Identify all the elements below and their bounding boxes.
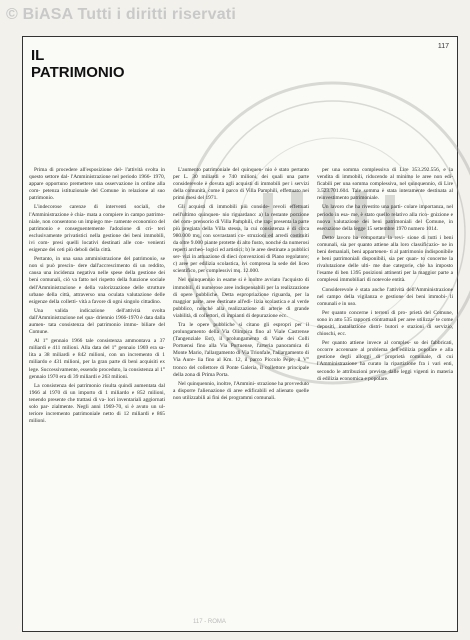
bottom-stamp: 117 - ROMA xyxy=(193,619,226,625)
paragraph: L'aumento patrimoniale del quinquen- nio è stato pertanto per L. 30 miliardi e 740 milioni, dei quali una parte considerevole è dovuta agli acquisti di immobili per i servizi della comunità, come il parco di Villa Pamphili, effettuato nei primi mesi del 1971. xyxy=(173,167,309,202)
title-line-2: PATRIMONIO xyxy=(31,64,125,81)
paragraph: Detto lavoro ha comportato la revi- sione di tutti i beni comunali, sia per quanto attiene alla loro classificazio- ne in beni demaniali, beni appartenen- ti al patrimonio indisponibile e beni patrimoniali disponibili, sia per quan- to concerne la rivalutazione delle ulti- me due categorie, che ha imposto l'esame di ben 1395 posizioni attinenti per la maggior parte a complessi immobiliari di notevole entità. xyxy=(317,234,453,284)
paragraph: L'indecorose carenze di interventi sociali, che l'Amministrazione è chia- mata a compiere in campo patrimo- niale, non consentono un impiego me- ramente economico del patrimonio e conseguentemente l'adozione di cri- teri esclusivamente privatistici nella gestione dei beni immobili, ivi com- presi quelli locativi destinati alle con- venienti esigenze dei ceti più deboli della città. xyxy=(29,204,165,254)
page-number: 117 xyxy=(437,43,449,50)
column-1 xyxy=(29,167,165,621)
column-2 xyxy=(173,167,309,621)
column-3 xyxy=(317,167,453,621)
paragraph: per una somma complessiva di Lire 353.292.556, e la vendita di immobili, riducendo al minimo le aree non edi- ficabili per una somma complessiva, nel quinquennio, di Lire 3.523.701.604. Tale somma è stata interamente destinata al reinvestimento patrimoniale. xyxy=(317,167,453,202)
watermark-text: © BiASA Tutti i diritti riservati xyxy=(6,6,236,23)
paragraph: Nel quinquennio, inoltre, l'Ammini- strazione ha provveduto a disporre l'alienazione di aree edificabili ed alienato quelle non utilizzabili ai fini dei programmi comunali. xyxy=(173,380,309,401)
section-title xyxy=(31,47,125,81)
paragraph: Nel quinquennio in esame si è inoltre avviato l'acquisto di immobili, di numerose aree indispensabili per la realizzazione di opere pubbliche. Detta espropriazione riguarda, per la maggior parte, aree destinate all'edi- lizia scolastica e al verde pubblico, nonché alla realizzazione di arterie di grande viabilità, di collettori, di impianti di depurazione ecc. xyxy=(173,277,309,319)
article-columns xyxy=(29,167,453,621)
paragraph: Gli acquisti di immobili più conside- revoli effettuati nell'ultimo quinquen- nio riguardano: a) la restante porzione del com- prensorio di Villa Pamphili, che rap- presenta la parte più pregiata della Villa stessa, la cui consistenza è di circa 980.000 mq, con sovrastanti co- struzioni ed arredi costituiti da oltre 9.000 piante protette di alto fusto, nonché da numerosi reperti archeo- logici ed artistici; b) le aree destinate a pubblici ser- vizi in attuazione di dieci convenzioni di Piano regolatore; c) aree per edilizia scolastica, ivi compresa la sede del liceo scientifico, per complessivi mq. 12.000. xyxy=(173,204,309,275)
paragraph: Al 1° gennaio 1966 tale consistenza ammontava a 37 miliardi e 411 milioni. Alla data del 1° gennaio 1969 era sa- lita a 38 miliardi e 842 milioni, con un incremento di 1 miliardo e 431 milioni, per la gran parte di beni acquisiti ex lege. Successivamente, essendo proceduto, la consistenza al 1° gennaio 1970 era di 39 miliardi e 263 milioni. xyxy=(29,338,165,380)
paragraph: Pertanto, in una sana amministrazione del patrimonio, se non si può prescin- dere dall'accrescimento di un reddito, causa una incidenza negativa nelle spese della gestione dei beni comunali, ciò va fatto nel rispetto della funzione sociale dell'Amministrazione e della valorizzazione delle strutture urbane della città, attraverso una oculata valutazione delle esigenze della colletti- vità a favore di ogni singolo cittadino. xyxy=(29,256,165,305)
title-line-1: IL xyxy=(31,47,45,64)
paragraph: Per quanto attiene invece al comples- so dei fabbricati, occorre accennare al problema dell'edilizia popolare e alla gestione degli alloggi di proprietà comunale, di cui l'Amministrazione ha curato la ripartizione fra i vari enti, secondo le attribuzioni previste dalle leggi vigenti in materia di edilizia economica e popolare. xyxy=(317,340,453,382)
paragraph: La consistenza dei patrimonio risulta quindi aumentata dal 1966 al 1970 di un importo di 1 miliardo e 852 milioni, tenendo presente che trattasi di va- lori inventariali aggiornati solo par- zialmente. Negli anni 1969-70, si è avuto un ul- teriore incremento patrimoniale netto di 12 miliardi e 865 milioni. xyxy=(29,382,165,425)
paragraph: Prima di procedere all'esposizione del- l'attività svolta in questo settore dal- l'Amministrazione nel periodo 1966- 1970, appare opportuno premettere una osservazione in ordine alla com- petenza istituzionale del Comune in relazione al suo patrimonio. xyxy=(29,167,165,202)
paragraph: Una valida indicazione dell'attività svolta dall'Amministrazione nel qua- driennio 1966-1970 è data dalla aumen- tata consistenza del patrimonio immo- biliare del Comune. xyxy=(29,307,165,336)
page-frame xyxy=(22,36,458,632)
paragraph: Per quanto concerne i terreni di pro- prietà del Comune, sono in atto 535 rapporti contrattuali per aree utilizza- te come depositi, installazione distri- butori e stazioni di servizio, chioschi, ecc. xyxy=(317,309,453,338)
paragraph: Considerevole è stata anche l'attività dell'Amministrazione nel campo della vigilanza e gestione dei beni immobi- li comunali e in uso. xyxy=(317,286,453,307)
paragraph: Tra le opere pubbliche si citano gli espropri per il prolungamento della Via Olimpica fino al Viale Castrense (Tangenziale Est), il prolungamento di Viale dei Colli Portuensi fino alla Via Portuense, l'arteria panoramica di Monte Mario, l'allargamento di Via Trionfale, l'allargamento di Via Aure- lia fino al Km. 12, il parco Piccolo Pepe, il V° tronco del collettore di Ponte Galeria, il collettore principale della zona di Prima Porta. xyxy=(173,321,309,378)
paragraph: Un lavoro che ha rivestito una parti- colare importanza, nel periodo in esa- me, è stato quello relativo alla rico- gnizione e nuova valutazione dei beni patrimoniali del Comune, in esecuzione della legge 15 settembre 1970 numero 1014. xyxy=(317,204,453,232)
